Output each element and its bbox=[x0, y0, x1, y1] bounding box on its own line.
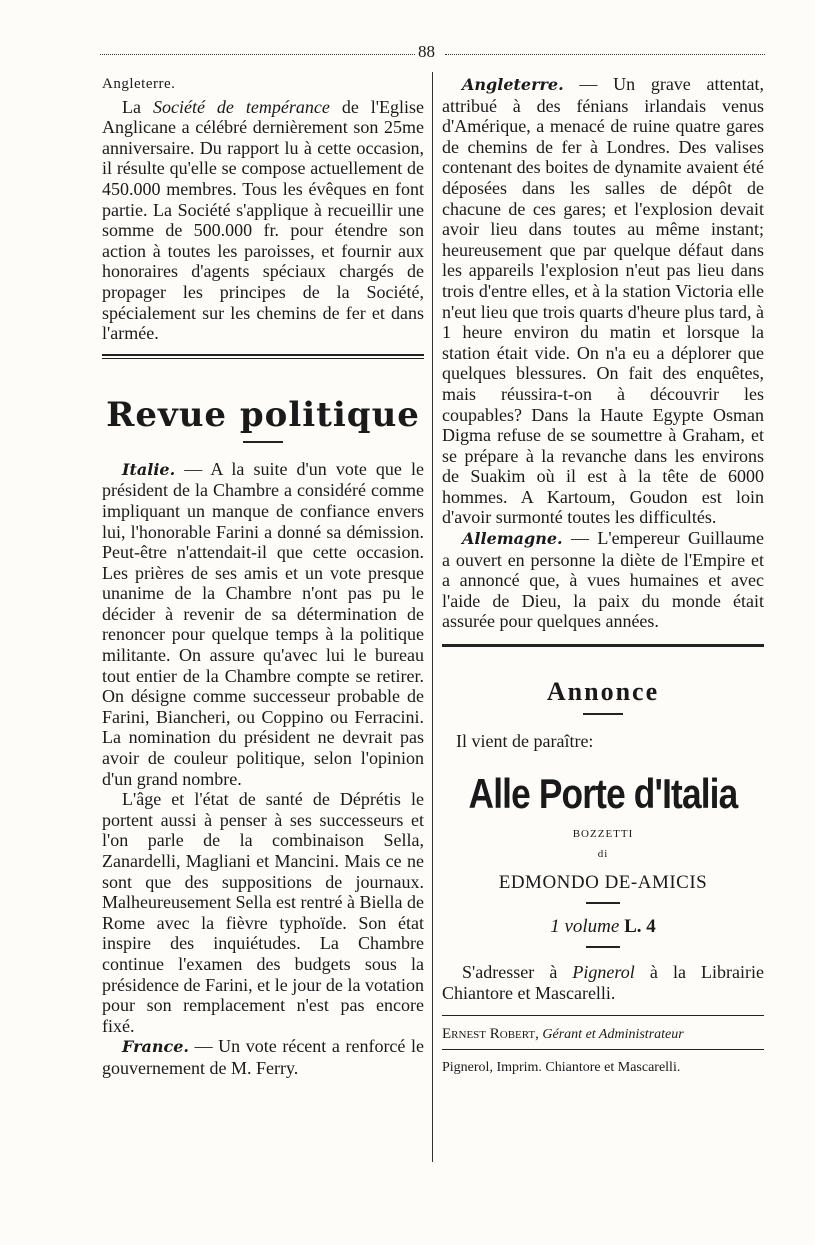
ad-intro: Il vient de paraître: bbox=[456, 731, 594, 752]
section-title: Revue politique bbox=[106, 394, 420, 435]
book-title: Alle Porte d'Italia bbox=[468, 770, 738, 818]
angleterre-prefix: La bbox=[122, 96, 153, 117]
address-paragraph bbox=[442, 962, 764, 1003]
section-divider bbox=[102, 354, 424, 359]
angleterre-news-text: — Un grave attentat, attribué à des fénians irlandais venus d'Amérique, a menacé de ruine quatre gares de chemins de fer à Londres. Des valises contenant des boites de dynamite avaient été déposées dans les salles de dépôt de chacune de ces gares; et l'explosion devait avoir lieu dans toutes au même instant; heureusement que par quelque défaut dans les appareils l'explosion n'eut pas lieu dans trois d'entre elles, et à la station Victoria elle n'eut lieu que trois quarts d'heure plus tard, à 1 heure environ du matin et lorsque la station était vide. On n'a eu a déplorer que quelques blessures. On fait des enquêtes, mais réussira-t-on à découvrir les coupables? Dans la Haute Egypte Osman Digma refuse de se soumettre à Graham, et se prépare à la revanche dans les environs de Suakim où il est à la tête de 6000 hommes. A Kartoum, Goudon est loin d'avoir surmonté toutes les difficultés. bbox=[442, 74, 764, 528]
address-prefix: S'adresser à bbox=[462, 962, 573, 983]
depretis-paragraph: L'âge et l'état de santé de Déprétis le portent aussi à penser à ses successeurs et l'on parle de la combinaison Sella, Zanardelli, Magliani et Mancini. Mais ce ne sont que des suppositions de journaux. Malheureusement Sella est rentré à Biella de Rome avec la fièvre typhoïde. Son état inspire des inquiétudes. La Chambre continue l'examen des budgets sous la présidence de Farini, et le jour de la votation pour son remplacement n'est pas encore fixé. bbox=[102, 789, 424, 1036]
allemagne-lead: Allemagne. bbox=[462, 529, 563, 549]
address-rest: à la Librairie Chiantore et Mascarelli. bbox=[442, 962, 764, 1003]
annonce-dash bbox=[583, 713, 623, 715]
france-paragraph bbox=[102, 1036, 424, 1078]
imprint-divider-2 bbox=[442, 1049, 764, 1050]
allemagne-paragraph bbox=[442, 528, 764, 632]
imprint-printer: Pignerol, Imprim. Chiantore et Mascarelli. bbox=[442, 1060, 681, 1076]
volume-price: L. 4 bbox=[624, 916, 656, 938]
book-subtitle: BOZZETTI bbox=[572, 828, 634, 841]
left-column bbox=[102, 74, 424, 1079]
annonce-divider bbox=[442, 644, 764, 647]
title-dash bbox=[243, 441, 283, 443]
angleterre-body: de l'Eglise Anglicane a célébré dernièrement son 25me anniversaire. Du rapport lu à cette occasion, il résulte qu'elle se compose actuellement de 450.000 membres. Tous les évêques en font partie. La Société s'applique à recueillir une somme de 500.000 fr. pour étendre son action à toutes les paroisses, et fournir aux honoraires d'agents spéciaux chargés de propager les principes de la Société, spécialement sur les chemins de fer et dans l'armée. bbox=[102, 96, 425, 344]
header-rule-right bbox=[445, 54, 765, 57]
address-place: Pignerol bbox=[572, 962, 635, 983]
france-lead: France. bbox=[122, 1037, 189, 1057]
right-column bbox=[442, 74, 764, 1076]
volume-text: 1 volume bbox=[550, 916, 620, 938]
annonce-title: Annonce bbox=[546, 677, 660, 707]
volume-line bbox=[442, 916, 764, 938]
allemagne-text: — L'empereur Guillaume a ouvert en personne la diète de l'Empire et a annoncé que, à vues humaines et avec l'aide de Dieu, la paix du monde était assurée pour quelques années. bbox=[442, 528, 764, 632]
italie-lead: Italie. bbox=[122, 459, 176, 479]
page-header bbox=[100, 44, 765, 66]
author-dash bbox=[586, 902, 620, 904]
italie-text: — A la suite d'un vote que le président de la Chambre a considéré comme impliquant un manque de confiance envers lui, l'honorable Farini a donné sa démission. Peut-être n'attendait-il que cette occasion. Les prières de ses amis et un vote presque unanime de la Chambre n'ont pas pu le décider à revenir de sa détermination de renoncer pour quelque temps à la politique militante. On assure qu'avec lui le bureau tout entier de la Chambre compte se retirer. On désigne comme successeur probable de Farini, Biancheri, ou Coppino ou Ferracini. La nomination du président ne devrait pas avoir de couleur politique, selon l'opinion d'un grand nombre. bbox=[102, 458, 424, 789]
society-name: Société de tempérance bbox=[152, 96, 330, 117]
imprint-signature bbox=[442, 1026, 764, 1043]
italie-paragraph bbox=[102, 459, 424, 790]
column-divider bbox=[432, 72, 433, 1162]
page-number: 88 bbox=[418, 42, 435, 61]
imprint-name: Ernest Robert, bbox=[442, 1026, 539, 1043]
angleterre-news-paragraph bbox=[442, 74, 764, 528]
imprint-role: Gérant et Administrateur bbox=[538, 1027, 684, 1043]
france-text: — Un vote récent a renforcé le gouvernement de M. Ferry. bbox=[102, 1036, 424, 1078]
angleterre-news-lead: Angleterre. bbox=[462, 75, 564, 94]
book-di: di bbox=[597, 848, 609, 861]
header-rule-left bbox=[100, 54, 415, 57]
angleterre-paragraph bbox=[102, 97, 424, 344]
volume-dash bbox=[586, 946, 620, 948]
angleterre-heading: Angleterre. bbox=[102, 76, 176, 92]
imprint-divider bbox=[442, 1015, 764, 1016]
book-author: EDMONDO DE-AMICIS bbox=[498, 872, 708, 894]
